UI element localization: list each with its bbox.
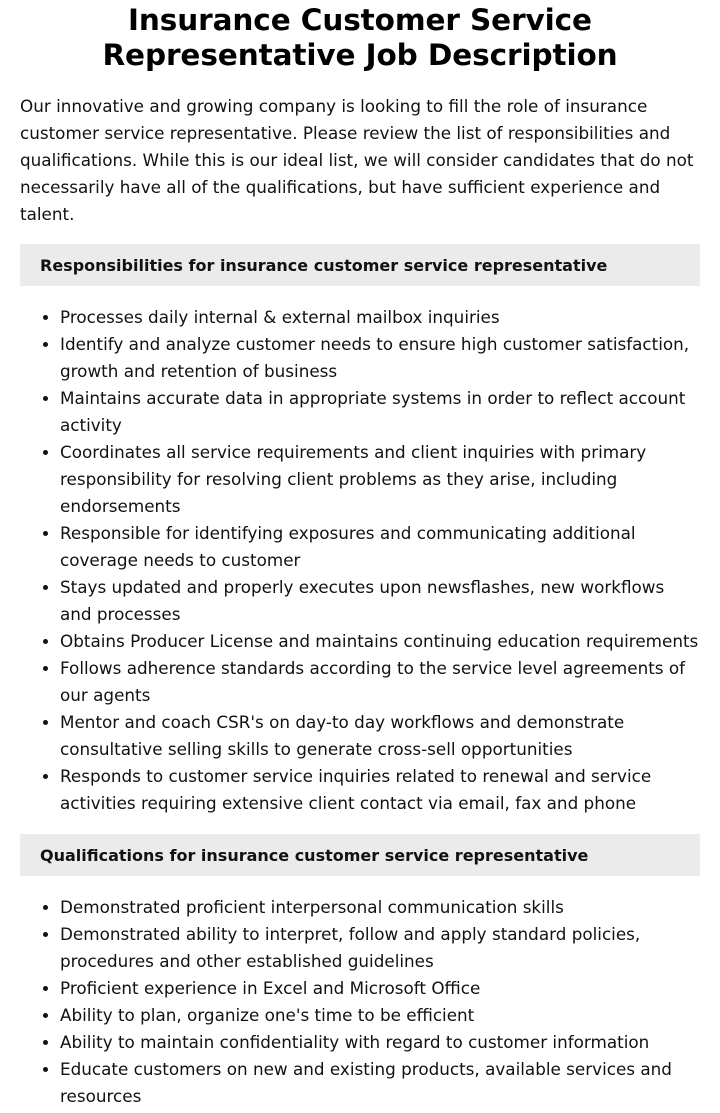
- list-item: Ability to maintain confidentiality with regard to customer information: [60, 1029, 700, 1056]
- list-item: Processes daily internal & external mailbox inquiries: [60, 304, 700, 331]
- responsibilities-heading: Responsibilities for insurance customer service representative: [20, 244, 700, 286]
- list-item: Identify and analyze customer needs to ensure high customer satisfaction, growth and retention of business: [60, 331, 700, 385]
- list-item: Educate customers on new and existing products, available services and resources: [60, 1056, 700, 1110]
- list-item: Mentor and coach CSR's on day-to day workflows and demonstrate consultative selling skills to generate cross-sell opportunities: [60, 709, 700, 763]
- list-item: Ability to plan, organize one's time to be efficient: [60, 1002, 700, 1029]
- list-item: Responsible for identifying exposures and communicating additional coverage needs to customer: [60, 520, 700, 574]
- list-item: Demonstrated proficient interpersonal communication skills: [60, 894, 700, 921]
- qualifications-heading: Qualifications for insurance customer service representative: [20, 834, 700, 876]
- intro-paragraph: Our innovative and growing company is looking to fill the role of insurance customer service representative. Please review the list of responsibilities and qualifications. While this is our ideal list, we will consider candidates that do not necessarily have all of the qualifications, but have sufficient experience and talent.: [20, 96, 694, 224]
- page-title: Insurance Customer Service Representative Job Description: [102, 3, 618, 72]
- list-item: Maintains accurate data in appropriate systems in order to reflect account activity: [60, 385, 700, 439]
- qualifications-list: [20, 894, 700, 1110]
- responsibilities-list: [20, 304, 700, 817]
- list-item: Demonstrated ability to interpret, follow and apply standard policies, procedures and other established guidelines: [60, 921, 700, 975]
- list-item: Responds to customer service inquiries related to renewal and service activities requiring extensive client contact via email, fax and phone: [60, 763, 700, 817]
- list-item: Coordinates all service requirements and client inquiries with primary responsibility for resolving client problems as they arise, including endorsements: [60, 439, 700, 520]
- list-item: Follows adherence standards according to the service level agreements of our agents: [60, 655, 700, 709]
- list-item: Proficient experience in Excel and Microsoft Office: [60, 975, 700, 1002]
- list-item: Obtains Producer License and maintains continuing education requirements: [60, 628, 700, 655]
- list-item: Stays updated and properly executes upon newsflashes, new workflows and processes: [60, 574, 700, 628]
